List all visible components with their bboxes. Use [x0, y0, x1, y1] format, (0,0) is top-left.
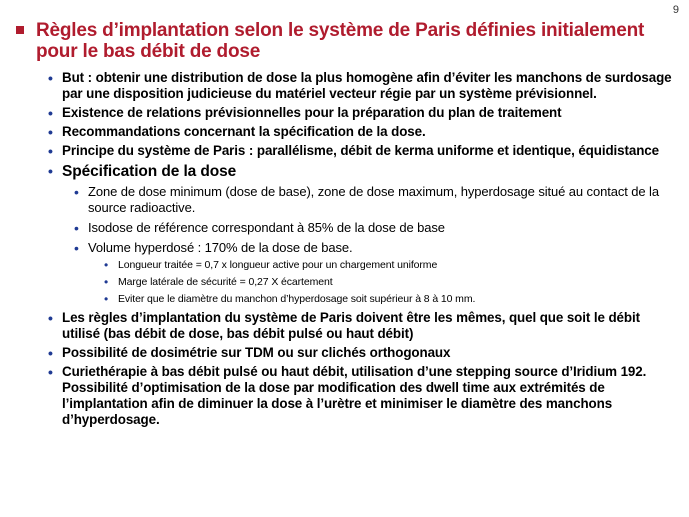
bullet-item: • But : obtenir une distribution de dose la plus homogène afin d’éviter les manchons de surdosage par une disposition judicieuse du matériel vecteur régie par un système prévisionnel. [48, 70, 680, 102]
bullet-item: • Existence de relations prévisionnelles pour la préparation du plan de traitement [48, 105, 680, 121]
spec-item-label: Volume hyperdosé : 170% de la dose de base. [88, 240, 353, 255]
bullet-item: • Curiethérapie à bas débit pulsé ou haut débit, utilisation d’une stepping source d’Iridium 192. Possibilité d’optimisation de la dose par modification des dwell time aux extrémités de l’implantation afin de diminuer la dose à l’urètre et minimiser le diamètre des manchons d’hyperdosage. [48, 364, 680, 428]
square-bullet-icon [16, 26, 24, 34]
bullet-item-spec [48, 162, 680, 306]
slide-title-row [16, 20, 680, 62]
spec-item: • Zone de dose minimum (dose de base), zone de dose maximum, hyperdosage situé au contact de la source radioactive. [74, 184, 680, 216]
spec-item: • Isodose de référence correspondant à 85% de la dose de base [74, 220, 680, 236]
slide-title: Règles d’implantation selon le système de Paris définies initialement pour le bas débit de dose [36, 20, 645, 62]
spec-subitem: • Marge latérale de sécurité = 0,27 X écartement [104, 276, 680, 289]
main-bullet-list [48, 70, 680, 428]
bullet-item: • Recommandations concernant la spécification de la dose. [48, 124, 680, 140]
page-number: 9 [672, 4, 679, 16]
slide-content [16, 20, 680, 431]
spec-sublist [104, 259, 680, 306]
spec-subitem: • Longueur traitée = 0,7 x longueur active pour un chargement uniforme [104, 259, 680, 272]
bullet-item: • Possibilité de dosimétrie sur TDM ou sur clichés orthogonaux [48, 345, 680, 361]
spec-list [74, 184, 680, 306]
spec-item-volume [74, 240, 680, 306]
spec-heading: Spécification de la dose [62, 163, 237, 180]
spec-subitem: • Eviter que le diamètre du manchon d’hyperdosage soit supérieur à 8 à 10 mm. [104, 293, 680, 306]
bullet-item: • Principe du système de Paris : parallélisme, débit de kerma uniforme et identique, équidistance [48, 143, 680, 159]
bullet-item: • Les règles d’implantation du système de Paris doivent être les mêmes, quel que soit le débit utilisé (bas débit de dose, bas débit pulsé ou haut débit) [48, 310, 680, 342]
